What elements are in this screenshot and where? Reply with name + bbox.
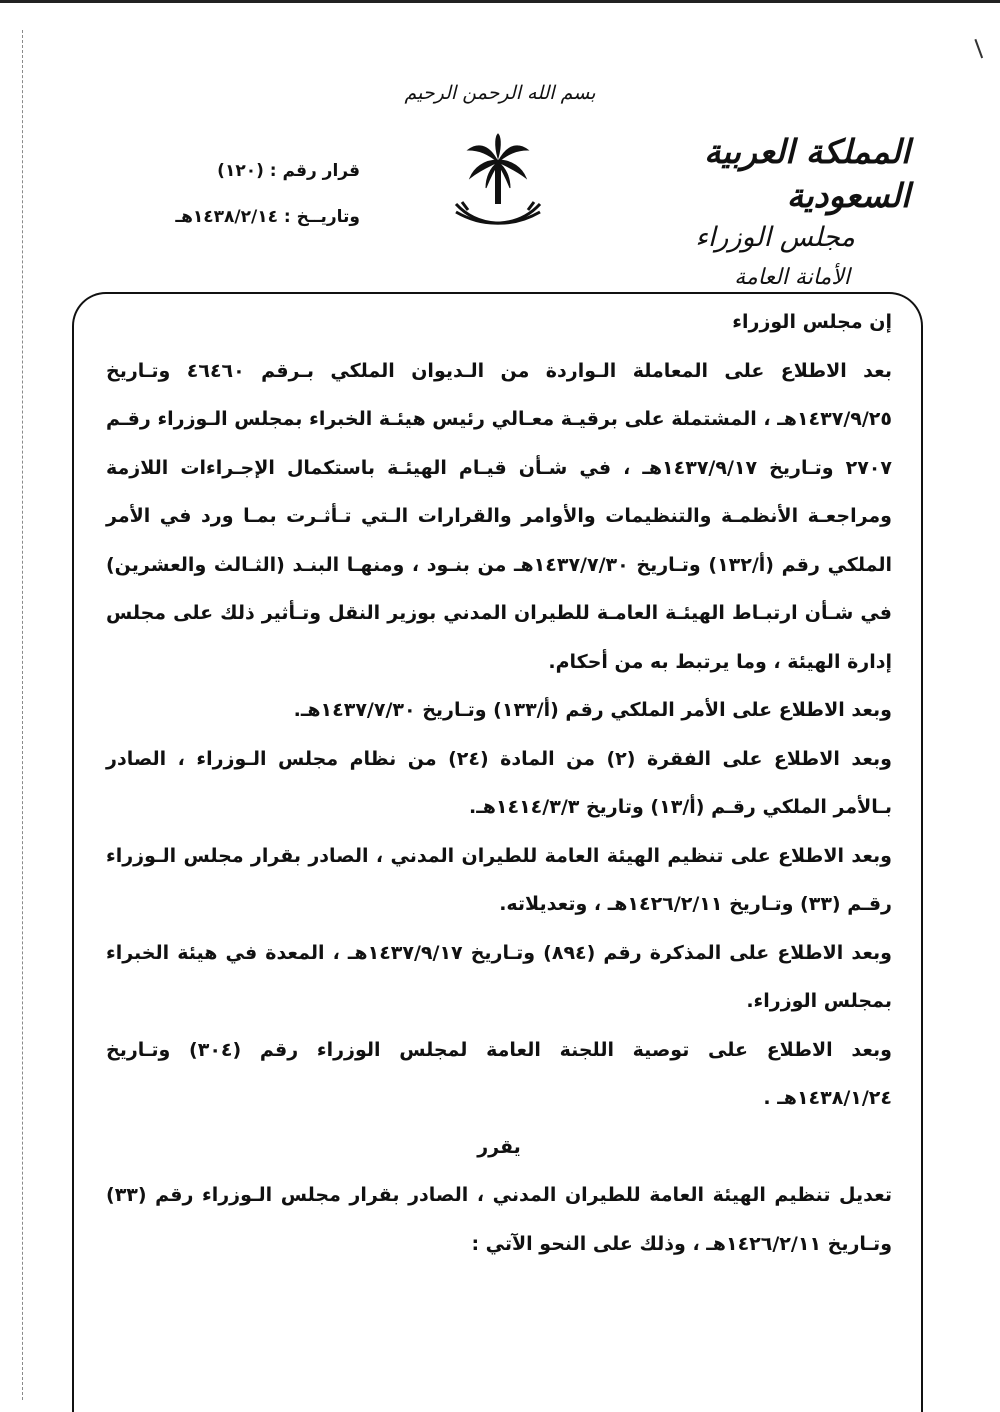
paragraph-gaca-organization: وبعد الاطلاع على تنظيم الهيئة العامة للطيران المدني ، الصادر بقرار مجلس الـوزراء رقـم (٣٣) وتـاريخ ١٤٢٦/٢/١١هـ ، وتعديلاته. bbox=[106, 844, 892, 915]
letterhead-block bbox=[610, 130, 910, 298]
council-name: مجلس الوزراء bbox=[695, 222, 855, 253]
kingdom-name: المملكة العربية السعودية bbox=[704, 132, 910, 215]
paragraph-royal-order: وبعد الاطلاع على الأمر الملكي رقم (أ/١٣٣) وتـاريخ ١٤٣٧/٧/٣٠هـ. bbox=[293, 699, 892, 721]
paragraph-committee-recommendation: وبعد الاطلاع على توصية اللجنة العامة لمجلس الوزراء رقم (٣٠٤) وتـاريخ ١٤٣٨/١/٢٤هـ . bbox=[106, 1038, 892, 1109]
secretariat-name: الأمانة العامة bbox=[734, 265, 850, 290]
decision-body bbox=[106, 298, 892, 1268]
paragraph-amendment: تعديل تنظيم الهيئة العامة للطيران المدني ، الصادر بقرار مجلس الـوزراء رقم (٣٣) وتـاريخ ١٤٢٦/٢/١١هـ ، وذلك على النحو الآتي : bbox=[106, 1184, 892, 1255]
paragraph-memo: وبعد الاطلاع على المذكرة رقم (٨٩٤) وتـاريخ ١٤٣٧/٩/١٧هـ ، المعدة في هيئة الخبراء بمجلس الوزراء. bbox=[106, 941, 892, 1012]
saudi-emblem-icon bbox=[448, 132, 548, 240]
paragraph-royal-court-transaction: بعد الاطلاع على المعاملة الـواردة من الـديوان الملكي بـرقم ٤٦٤٦٠ وتـاريخ ١٤٣٧/٩/٢٥هـ ، المشتملة على برقيـة معـالي رئيس هيئـة الخبراء بمجلس الـوزراء رقـم ٢٧٠٧ وتـاريخ ١٤٣٧/٩/١٧هـ ، في شـأن قيـام الهيئـة باستكمال الإجـراءات اللازمة ومراجعـة الأنظمـة والتنظيمات والأوامر والقرارات الـتي تـأثـرت بمـا ورد في الأمر الملكي رقم (أ/١٣٢) وتـاريخ ١٤٣٧/٧/٣٠هـ من بنـود ، ومنهـا البنـد (الثـالث والعشرين) في شـأن ارتبـاط الهيئـة العامـة للطيران المدني بوزير النقل وتـأثير ذلك على مجلس إدارة الهيئة ، وما يرتبط به من أحكام. bbox=[106, 359, 893, 673]
paragraph-council-law: وبعد الاطلاع على الفقرة (٢) من المادة (٢٤) من نظام مجلس الـوزراء ، الصادر بـالأمر الملكي رقـم (أ/١٣) وتاريخ ١٤١٤/٣/٣هـ. bbox=[106, 747, 892, 818]
top-edge-line bbox=[0, 0, 1000, 3]
basmala-calligraphy: بسم الله الرحمن الرحيم bbox=[404, 82, 596, 104]
scan-mark bbox=[967, 39, 983, 61]
decision-number: قرار رقم : (١٢٠) bbox=[217, 161, 360, 181]
decision-date: وتاريــخ : ١٤٣٨/٢/١٤هـ bbox=[175, 207, 360, 227]
scan-left-margin-line bbox=[22, 30, 24, 1400]
decides-heading: يقرر bbox=[477, 1135, 521, 1158]
decision-meta bbox=[150, 148, 360, 240]
opening-line: إن مجلس الوزراء bbox=[732, 311, 892, 333]
